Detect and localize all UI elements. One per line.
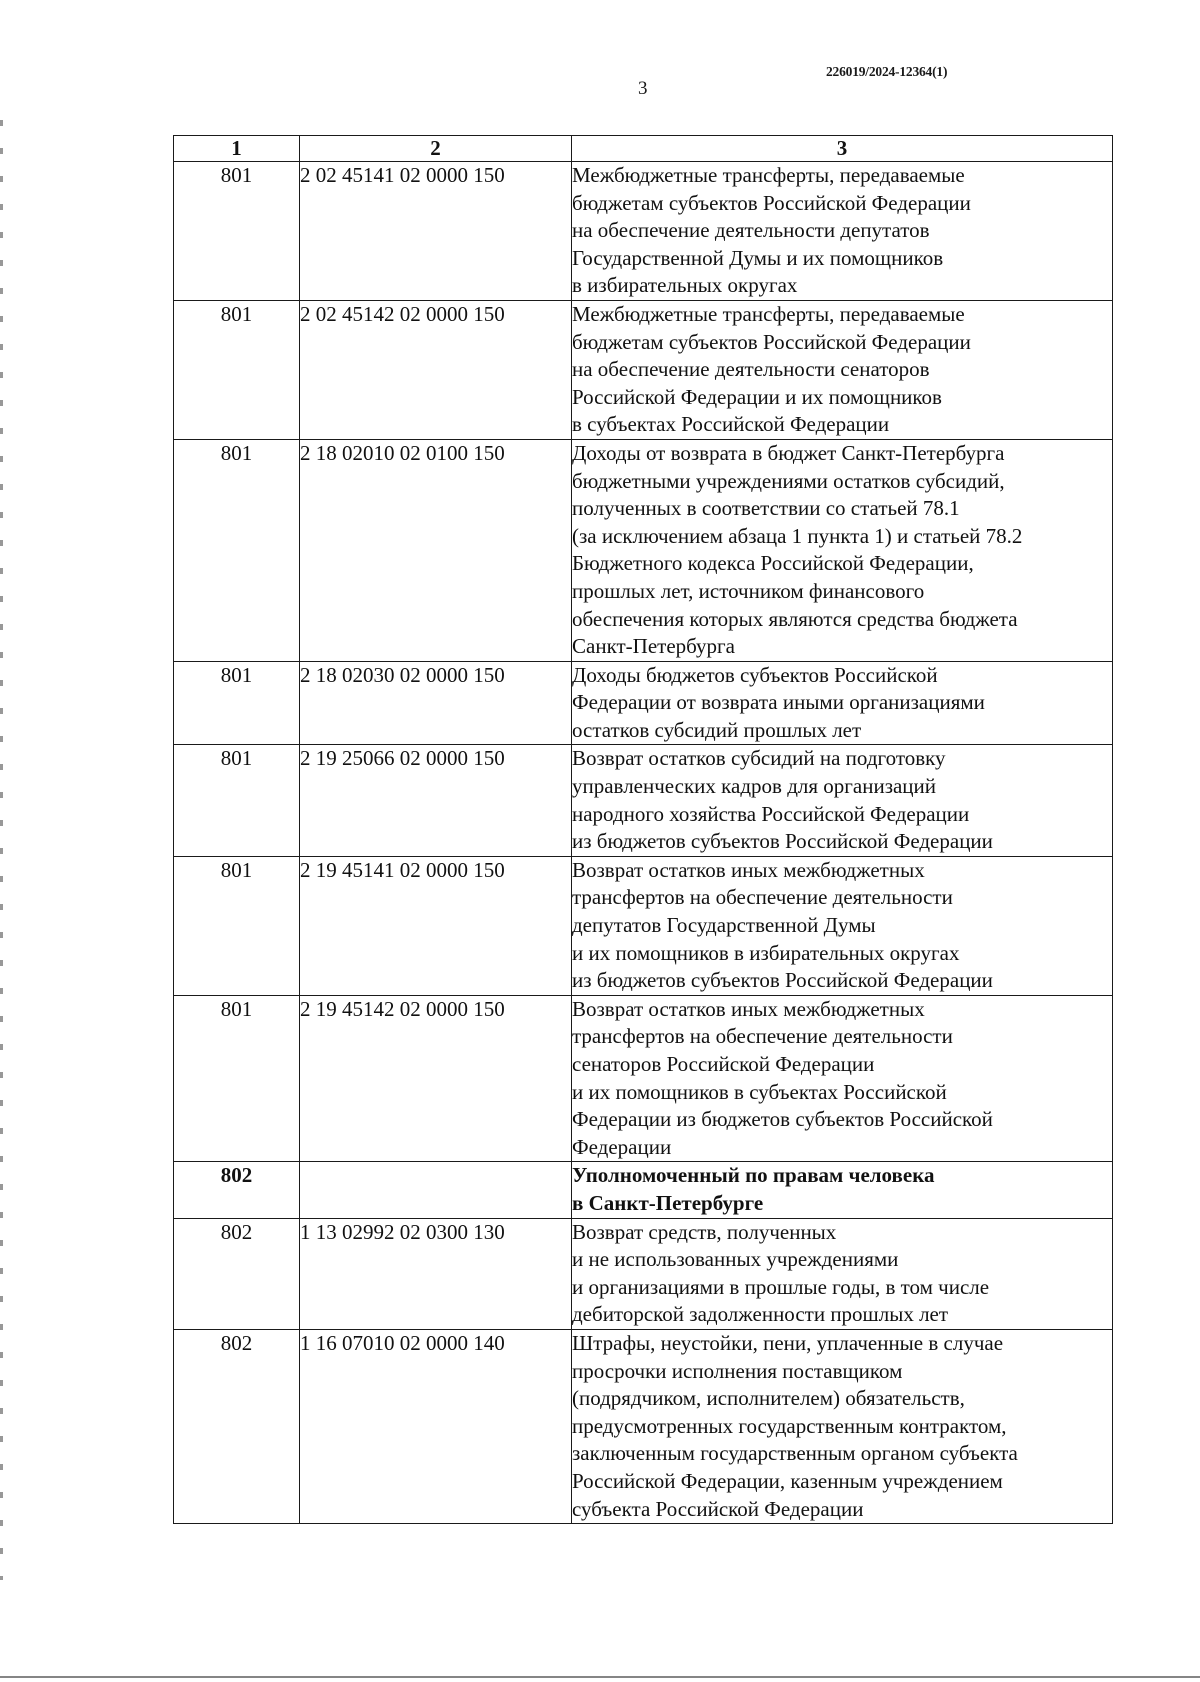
revenue-code-cell — [300, 1162, 572, 1218]
column-header-description: 3 — [572, 136, 1113, 162]
revenue-code-cell: 2 02 45142 02 0000 150 — [300, 300, 572, 439]
revenue-code-cell: 2 19 45142 02 0000 150 — [300, 995, 572, 1162]
column-header-admin: 1 — [174, 136, 300, 162]
revenue-code-cell: 2 02 45141 02 0000 150 — [300, 162, 572, 301]
budget-codes-table — [173, 135, 1113, 1524]
revenue-code-cell: 2 19 45141 02 0000 150 — [300, 856, 572, 995]
revenue-code-cell: 1 16 07010 02 0000 140 — [300, 1329, 572, 1523]
admin-code-cell: 802 — [174, 1162, 300, 1218]
table-row — [174, 745, 1113, 856]
table-row — [174, 300, 1113, 439]
revenue-code-cell: 2 18 02030 02 0000 150 — [300, 661, 572, 745]
revenue-code-cell: 1 13 02992 02 0300 130 — [300, 1218, 572, 1329]
description-cell: Штрафы, неустойки, пени, уплаченные в случае просрочки исполнения поставщиком (подрядчиком, исполнителем) обязательств, предусмотренных государственным контрактом, заключенным государственным органом субъекта Российской Федерации, казенным учреждением субъекта Российской Федерации — [572, 1329, 1113, 1523]
revenue-code-cell: 2 19 25066 02 0000 150 — [300, 745, 572, 856]
registration-number: 226019/2024-12364(1) — [826, 64, 948, 79]
description-cell: Доходы бюджетов субъектов Российской Федерации от возврата иными организациями остатков субсидий прошлых лет — [572, 661, 1113, 745]
table-row — [174, 661, 1113, 745]
table-row — [174, 995, 1113, 1162]
admin-code-cell: 801 — [174, 856, 300, 995]
revenue-code-cell: 2 18 02010 02 0100 150 — [300, 439, 572, 661]
admin-code-cell: 802 — [174, 1329, 300, 1523]
description-cell: Межбюджетные трансферты, передаваемые бюджетам субъектов Российской Федерации на обеспечение деятельности сенаторов Российской Федерации и их помощников в субъектах Российской Федерации — [572, 300, 1113, 439]
description-cell: Возврат остатков иных межбюджетных трансфертов на обеспечение деятельности сенаторов Российской Федерации и их помощников в субъектах Российской Федерации из бюджетов субъектов Российской Федерации — [572, 995, 1113, 1162]
table-row — [174, 1218, 1113, 1329]
admin-code-cell: 801 — [174, 162, 300, 301]
table-body — [174, 162, 1113, 1524]
table-header-row — [174, 136, 1113, 162]
column-header-code: 2 — [300, 136, 572, 162]
budget-codes-table-container — [173, 135, 1112, 1524]
description-cell: Межбюджетные трансферты, передаваемые бюджетам субъектов Российской Федерации на обеспечение деятельности депутатов Государственной Думы и их помощников в избирательных округах — [572, 162, 1113, 301]
description-cell: Уполномоченный по правам человека в Санкт-Петербурге — [572, 1162, 1113, 1218]
admin-code-cell: 801 — [174, 745, 300, 856]
table-row — [174, 162, 1113, 301]
table-row — [174, 1329, 1113, 1523]
admin-code-cell: 801 — [174, 995, 300, 1162]
page-number: 3 — [638, 78, 648, 99]
admin-code-cell: 802 — [174, 1218, 300, 1329]
description-cell: Возврат остатков субсидий на подготовку управленческих кадров для организаций народного хозяйства Российской Федерации из бюджетов субъектов Российской Федерации — [572, 745, 1113, 856]
scan-edge-artifact — [0, 120, 3, 1580]
table-section-row — [174, 1162, 1113, 1218]
scan-bottom-edge — [0, 1676, 1200, 1678]
description-cell: Доходы от возврата в бюджет Санкт-Петербурга бюджетными учреждениями остатков субсидий, полученных в соответствии со статьей 78.1 (за исключением абзаца 1 пункта 1) и статьей 78.2 Бюджетного кодекса Российской Федерации, прошлых лет, источником финансового обеспечения которых являются средства бюджета Санкт-Петербурга — [572, 439, 1113, 661]
admin-code-cell: 801 — [174, 300, 300, 439]
table-row — [174, 856, 1113, 995]
table-row — [174, 439, 1113, 661]
admin-code-cell: 801 — [174, 439, 300, 661]
description-cell: Возврат остатков иных межбюджетных трансфертов на обеспечение деятельности депутатов Государственной Думы и их помощников в избирательных округах из бюджетов субъектов Российской Федерации — [572, 856, 1113, 995]
description-cell: Возврат средств, полученных и не использованных учреждениями и организациями в прошлые годы, в том числе дебиторской задолженности прошлых лет — [572, 1218, 1113, 1329]
admin-code-cell: 801 — [174, 661, 300, 745]
